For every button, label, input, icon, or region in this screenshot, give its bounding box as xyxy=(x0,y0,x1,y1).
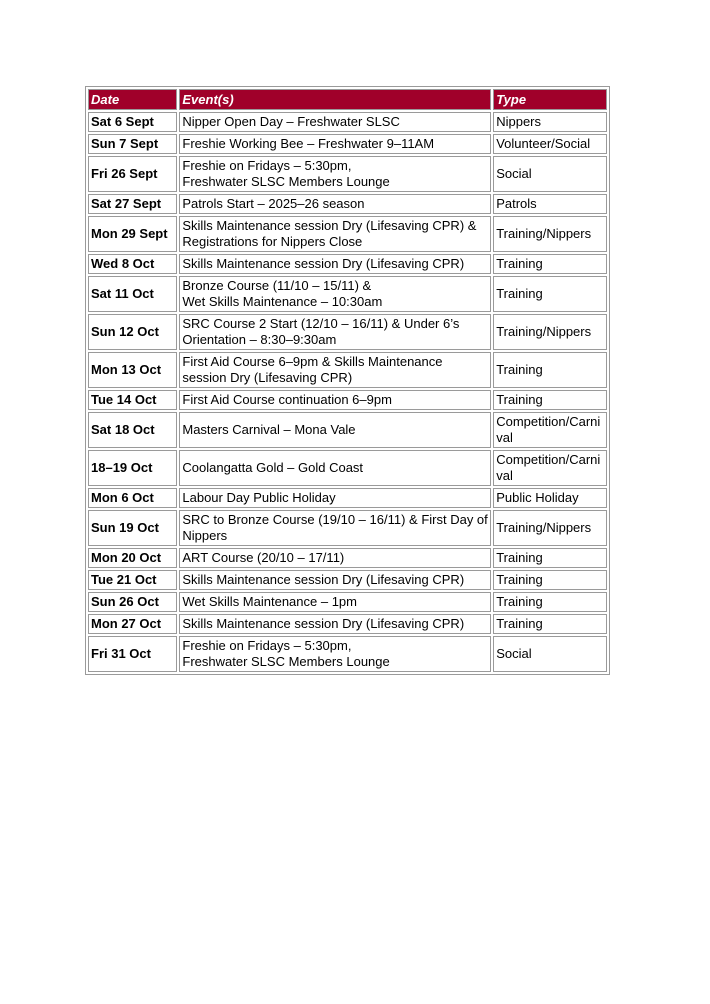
event-cell: First Aid Course 6–9pm & Skills Maintenance session Dry (Lifesaving CPR) xyxy=(179,352,491,388)
event-cell: Freshie Working Bee – Freshwater 9–11AM xyxy=(179,134,491,154)
type-cell: Training/Nippers xyxy=(493,314,607,350)
date-cell: Mon 29 Sept xyxy=(88,216,177,252)
table-row xyxy=(88,134,607,154)
type-cell: Public Holiday xyxy=(493,488,607,508)
event-cell: SRC Course 2 Start (12/10 – 16/11) & Under 6’s Orientation – 8:30–9:30am xyxy=(179,314,491,350)
table-row xyxy=(88,390,607,410)
event-cell: Skills Maintenance session Dry (Lifesaving CPR) xyxy=(179,614,491,634)
date-cell: Sat 18 Oct xyxy=(88,412,177,448)
table-row xyxy=(88,352,607,388)
table-row xyxy=(88,510,607,546)
table-row xyxy=(88,412,607,448)
type-cell: Training/Nippers xyxy=(493,510,607,546)
date-cell: Mon 27 Oct xyxy=(88,614,177,634)
date-cell: Mon 20 Oct xyxy=(88,548,177,568)
table-row xyxy=(88,488,607,508)
table-row xyxy=(88,216,607,252)
type-cell: Competition/Carnival xyxy=(493,450,607,486)
table-row xyxy=(88,614,607,634)
date-cell: Mon 6 Oct xyxy=(88,488,177,508)
date-cell: Sun 12 Oct xyxy=(88,314,177,350)
column-header-events: Event(s) xyxy=(179,89,491,110)
event-cell: Skills Maintenance session Dry (Lifesaving CPR) & Registrations for Nippers Close xyxy=(179,216,491,252)
table-row xyxy=(88,548,607,568)
type-cell: Nippers xyxy=(493,112,607,132)
event-cell: Labour Day Public Holiday xyxy=(179,488,491,508)
date-cell: Sun 19 Oct xyxy=(88,510,177,546)
type-cell: Training xyxy=(493,254,607,274)
type-cell: Training xyxy=(493,614,607,634)
type-cell: Social xyxy=(493,636,607,672)
type-cell: Training xyxy=(493,276,607,312)
date-cell: Fri 31 Oct xyxy=(88,636,177,672)
date-cell: Sat 27 Sept xyxy=(88,194,177,214)
event-cell: Coolangatta Gold – Gold Coast xyxy=(179,450,491,486)
date-cell: Sun 7 Sept xyxy=(88,134,177,154)
table-row xyxy=(88,276,607,312)
event-cell: Masters Carnival – Mona Vale xyxy=(179,412,491,448)
table-row xyxy=(88,314,607,350)
type-cell: Training/Nippers xyxy=(493,216,607,252)
table-row xyxy=(88,450,607,486)
date-cell: Tue 14 Oct xyxy=(88,390,177,410)
type-cell: Training xyxy=(493,592,607,612)
date-cell: Wed 8 Oct xyxy=(88,254,177,274)
event-cell: Nipper Open Day – Freshwater SLSC xyxy=(179,112,491,132)
type-cell: Social xyxy=(493,156,607,192)
event-cell: ART Course (20/10 – 17/11) xyxy=(179,548,491,568)
column-header-date: Date xyxy=(88,89,177,110)
table-row xyxy=(88,194,607,214)
date-cell: Tue 21 Oct xyxy=(88,570,177,590)
table-row xyxy=(88,636,607,672)
type-cell: Competition/Carnival xyxy=(493,412,607,448)
event-cell: Freshie on Fridays – 5:30pm, Freshwater SLSC Members Lounge xyxy=(179,156,491,192)
table-header-row xyxy=(88,89,607,110)
table-row xyxy=(88,254,607,274)
date-cell: Fri 26 Sept xyxy=(88,156,177,192)
schedule-table xyxy=(85,86,610,675)
type-cell: Training xyxy=(493,548,607,568)
date-cell: Sat 11 Oct xyxy=(88,276,177,312)
date-cell: Mon 13 Oct xyxy=(88,352,177,388)
event-cell: Bronze Course (11/10 – 15/11) & Wet Skills Maintenance – 10:30am xyxy=(179,276,491,312)
event-cell: Freshie on Fridays – 5:30pm, Freshwater SLSC Members Lounge xyxy=(179,636,491,672)
event-cell: Patrols Start – 2025–26 season xyxy=(179,194,491,214)
event-cell: Wet Skills Maintenance – 1pm xyxy=(179,592,491,612)
type-cell: Training xyxy=(493,390,607,410)
event-cell: Skills Maintenance session Dry (Lifesaving CPR) xyxy=(179,254,491,274)
type-cell: Volunteer/Social xyxy=(493,134,607,154)
table-row xyxy=(88,156,607,192)
event-cell: Skills Maintenance session Dry (Lifesaving CPR) xyxy=(179,570,491,590)
event-cell: SRC to Bronze Course (19/10 – 16/11) & First Day of Nippers xyxy=(179,510,491,546)
date-cell: 18–19 Oct xyxy=(88,450,177,486)
type-cell: Training xyxy=(493,570,607,590)
type-cell: Training xyxy=(493,352,607,388)
date-cell: Sat 6 Sept xyxy=(88,112,177,132)
type-cell: Patrols xyxy=(493,194,607,214)
date-cell: Sun 26 Oct xyxy=(88,592,177,612)
table-row xyxy=(88,570,607,590)
event-cell: First Aid Course continuation 6–9pm xyxy=(179,390,491,410)
table-row xyxy=(88,112,607,132)
table-row xyxy=(88,592,607,612)
column-header-type: Type xyxy=(493,89,607,110)
